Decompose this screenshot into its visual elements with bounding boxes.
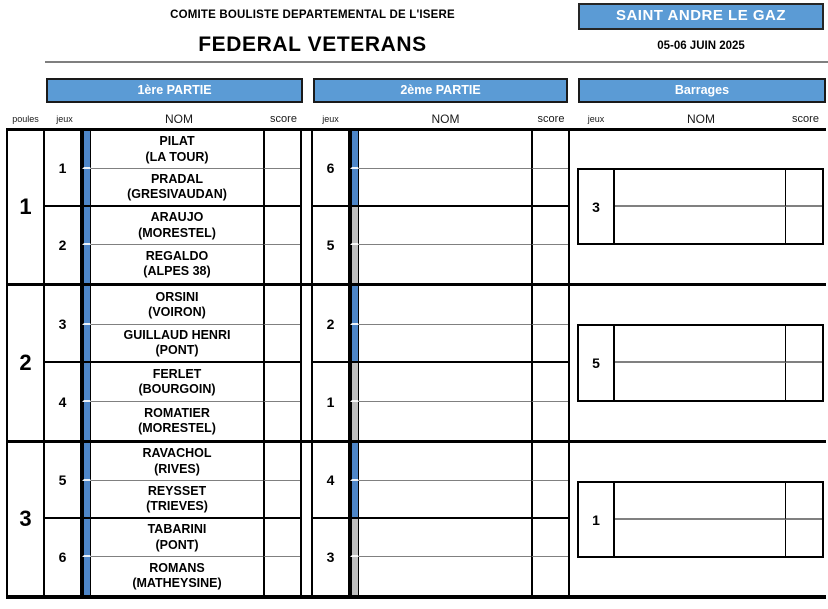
team-name: ROMANS [149,560,205,575]
team-cell [91,519,263,557]
jeu-number: 3 [45,286,82,363]
score-cell [263,169,300,207]
partie2-band-3 [311,443,570,595]
score-cell [263,481,300,519]
empty-team-cell [359,519,531,557]
col-label-jeux: jeux [587,114,605,124]
barrage-box-1 [577,168,824,245]
jeu-number: 3 [313,519,350,595]
score-cell [785,326,822,363]
team-cell [91,325,263,364]
team-cell [91,131,263,169]
stripe-marker [82,207,91,245]
score-cell [263,402,300,441]
empty-team-cell [615,170,785,207]
score-cell [531,363,568,402]
empty-team-cell [359,131,531,169]
stripe-marker [82,557,91,595]
team-name: GUILLAUD HENRI [123,327,231,342]
team-name: PRADAL [150,171,204,186]
venue-banner: SAINT ANDRE LE GAZ [578,3,824,30]
poule-number: 3 [8,443,45,595]
committee-name: COMITE BOULISTE DEPARTEMENTAL DE L'ISERE [170,9,455,21]
empty-team-cell [359,207,531,245]
jeu-number: 4 [313,443,350,519]
score-cell [531,443,568,481]
empty-team-cell [615,207,785,244]
team-club: (MATHEYSINE) [132,576,222,590]
score-cell [263,557,300,595]
stripe-marker [350,481,359,519]
jeu-number: 3 [579,170,615,243]
score-cell [785,207,822,244]
team-name: REYSSET [147,483,207,498]
col-label-score: score [537,113,565,125]
team-cell [91,245,263,283]
team-name: FERLET [152,366,202,381]
section-header-partie1: 1ère PARTIE [46,78,303,103]
empty-team-cell [359,443,531,481]
score-cell [263,363,300,402]
team-club: (TRIEVES) [146,499,208,513]
team-cell [91,286,263,325]
stripe-marker [350,325,359,364]
score-cell [531,519,568,557]
score-cell [785,483,822,520]
score-cell [531,557,568,595]
score-cell [531,169,568,207]
empty-team-cell [359,557,531,595]
empty-team-cell [615,520,785,557]
team-cell [91,443,263,481]
team-cell [91,481,263,519]
team-club: (GRESIVAUDAN) [127,187,227,201]
score-cell [531,245,568,283]
page-title: FEDERAL VETERANS [198,33,427,56]
score-cell [531,402,568,441]
stripe-marker [82,325,91,364]
partie2-band-1 [311,131,570,283]
stripe-marker [82,169,91,207]
stripe-marker [350,286,359,325]
team-cell [91,207,263,245]
team-club: (MORESTEL) [138,420,216,435]
stripe-marker [82,481,91,519]
team-name: TABARINI [147,522,207,537]
table-bottom-rule [6,595,826,599]
team-club: (RIVES) [154,461,200,476]
score-cell [531,286,568,325]
col-label-score: score [270,113,297,125]
team-club: (VOIRON) [148,304,206,319]
score-cell [785,170,822,207]
col-label-nom: NOM [431,112,460,126]
stripe-marker [350,519,359,557]
jeu-number: 5 [313,207,350,283]
team-club: (BOURGOIN) [138,381,216,396]
empty-team-cell [359,325,531,364]
team-club: (PONT) [155,537,199,552]
stripe-marker [350,402,359,441]
score-cell [263,325,300,364]
empty-team-cell [359,245,531,283]
poule-divider-rule [6,440,826,443]
score-cell [785,520,822,557]
score-cell [531,325,568,364]
section-header-barrages: Barrages [578,78,826,103]
header-rule [45,61,828,63]
team-name: PILAT [159,134,195,149]
jeu-number: 1 [45,131,82,207]
poule-band-3 [6,443,302,595]
section-header-partie2: 2ème PARTIE [313,78,568,103]
empty-team-cell [359,481,531,519]
team-cell [91,402,263,441]
poule-number: 2 [8,286,45,440]
poule-number: 1 [8,131,45,283]
team-name: ORSINI [155,289,199,304]
jeu-number: 1 [313,363,350,440]
score-cell [531,207,568,245]
jeu-number: 6 [313,131,350,207]
score-cell [263,245,300,283]
jeu-number: 5 [579,326,615,400]
stripe-marker [82,131,91,169]
poule-band-2 [6,286,302,440]
empty-team-cell [359,402,531,441]
partie2-band-2 [311,286,570,440]
barrage-box-2 [577,324,824,402]
stripe-marker [350,245,359,283]
score-cell [263,519,300,557]
team-cell [91,363,263,402]
team-club: (PONT) [155,342,199,357]
team-club: (ALPES 38) [143,264,211,278]
jeu-number: 2 [313,286,350,363]
team-name: ARAUJO [150,210,204,225]
stripe-marker [350,131,359,169]
jeu-number: 5 [45,443,82,519]
empty-team-cell [359,169,531,207]
poule-band-1 [6,131,302,283]
stripe-marker [82,443,91,481]
stripe-marker [350,363,359,402]
stripe-marker [350,557,359,595]
col-label-jeux: jeux [56,114,73,124]
barrage-box-3 [577,481,824,558]
empty-team-cell [615,483,785,520]
stripe-marker [82,286,91,325]
col-label-poules: poules [12,114,39,124]
stripe-marker [82,402,91,441]
stripe-marker [350,169,359,207]
team-club: (MORESTEL) [138,225,216,240]
poule-divider-rule [6,283,826,286]
empty-team-cell [615,326,785,363]
empty-team-cell [359,363,531,402]
team-cell [91,169,263,207]
score-cell [263,443,300,481]
stripe-marker [350,207,359,245]
score-cell [263,131,300,169]
score-cell [263,207,300,245]
stripe-marker [82,245,91,283]
team-club: (LA TOUR) [145,149,209,164]
col-label-jeux: jeux [322,114,339,124]
jeu-number: 1 [579,483,615,556]
jeu-number: 6 [45,519,82,595]
score-cell [785,363,822,400]
team-name: REGALDO [145,248,209,263]
jeu-number: 2 [45,207,82,283]
score-cell [531,481,568,519]
stripe-marker [82,519,91,557]
score-cell [263,286,300,325]
col-label-score: score [792,113,819,125]
empty-team-cell [359,286,531,325]
score-cell [531,131,568,169]
table-top-rule [6,128,826,131]
jeu-number: 4 [45,363,82,440]
team-name: ROMATIER [144,405,210,420]
stripe-marker [82,363,91,402]
team-name: RAVACHOL [142,446,212,461]
event-dates: 05-06 JUIN 2025 [657,40,745,52]
stripe-marker [350,443,359,481]
col-label-nom: NOM [687,112,715,126]
col-label-nom: NOM [165,112,193,126]
team-cell [91,557,263,595]
empty-team-cell [615,363,785,400]
